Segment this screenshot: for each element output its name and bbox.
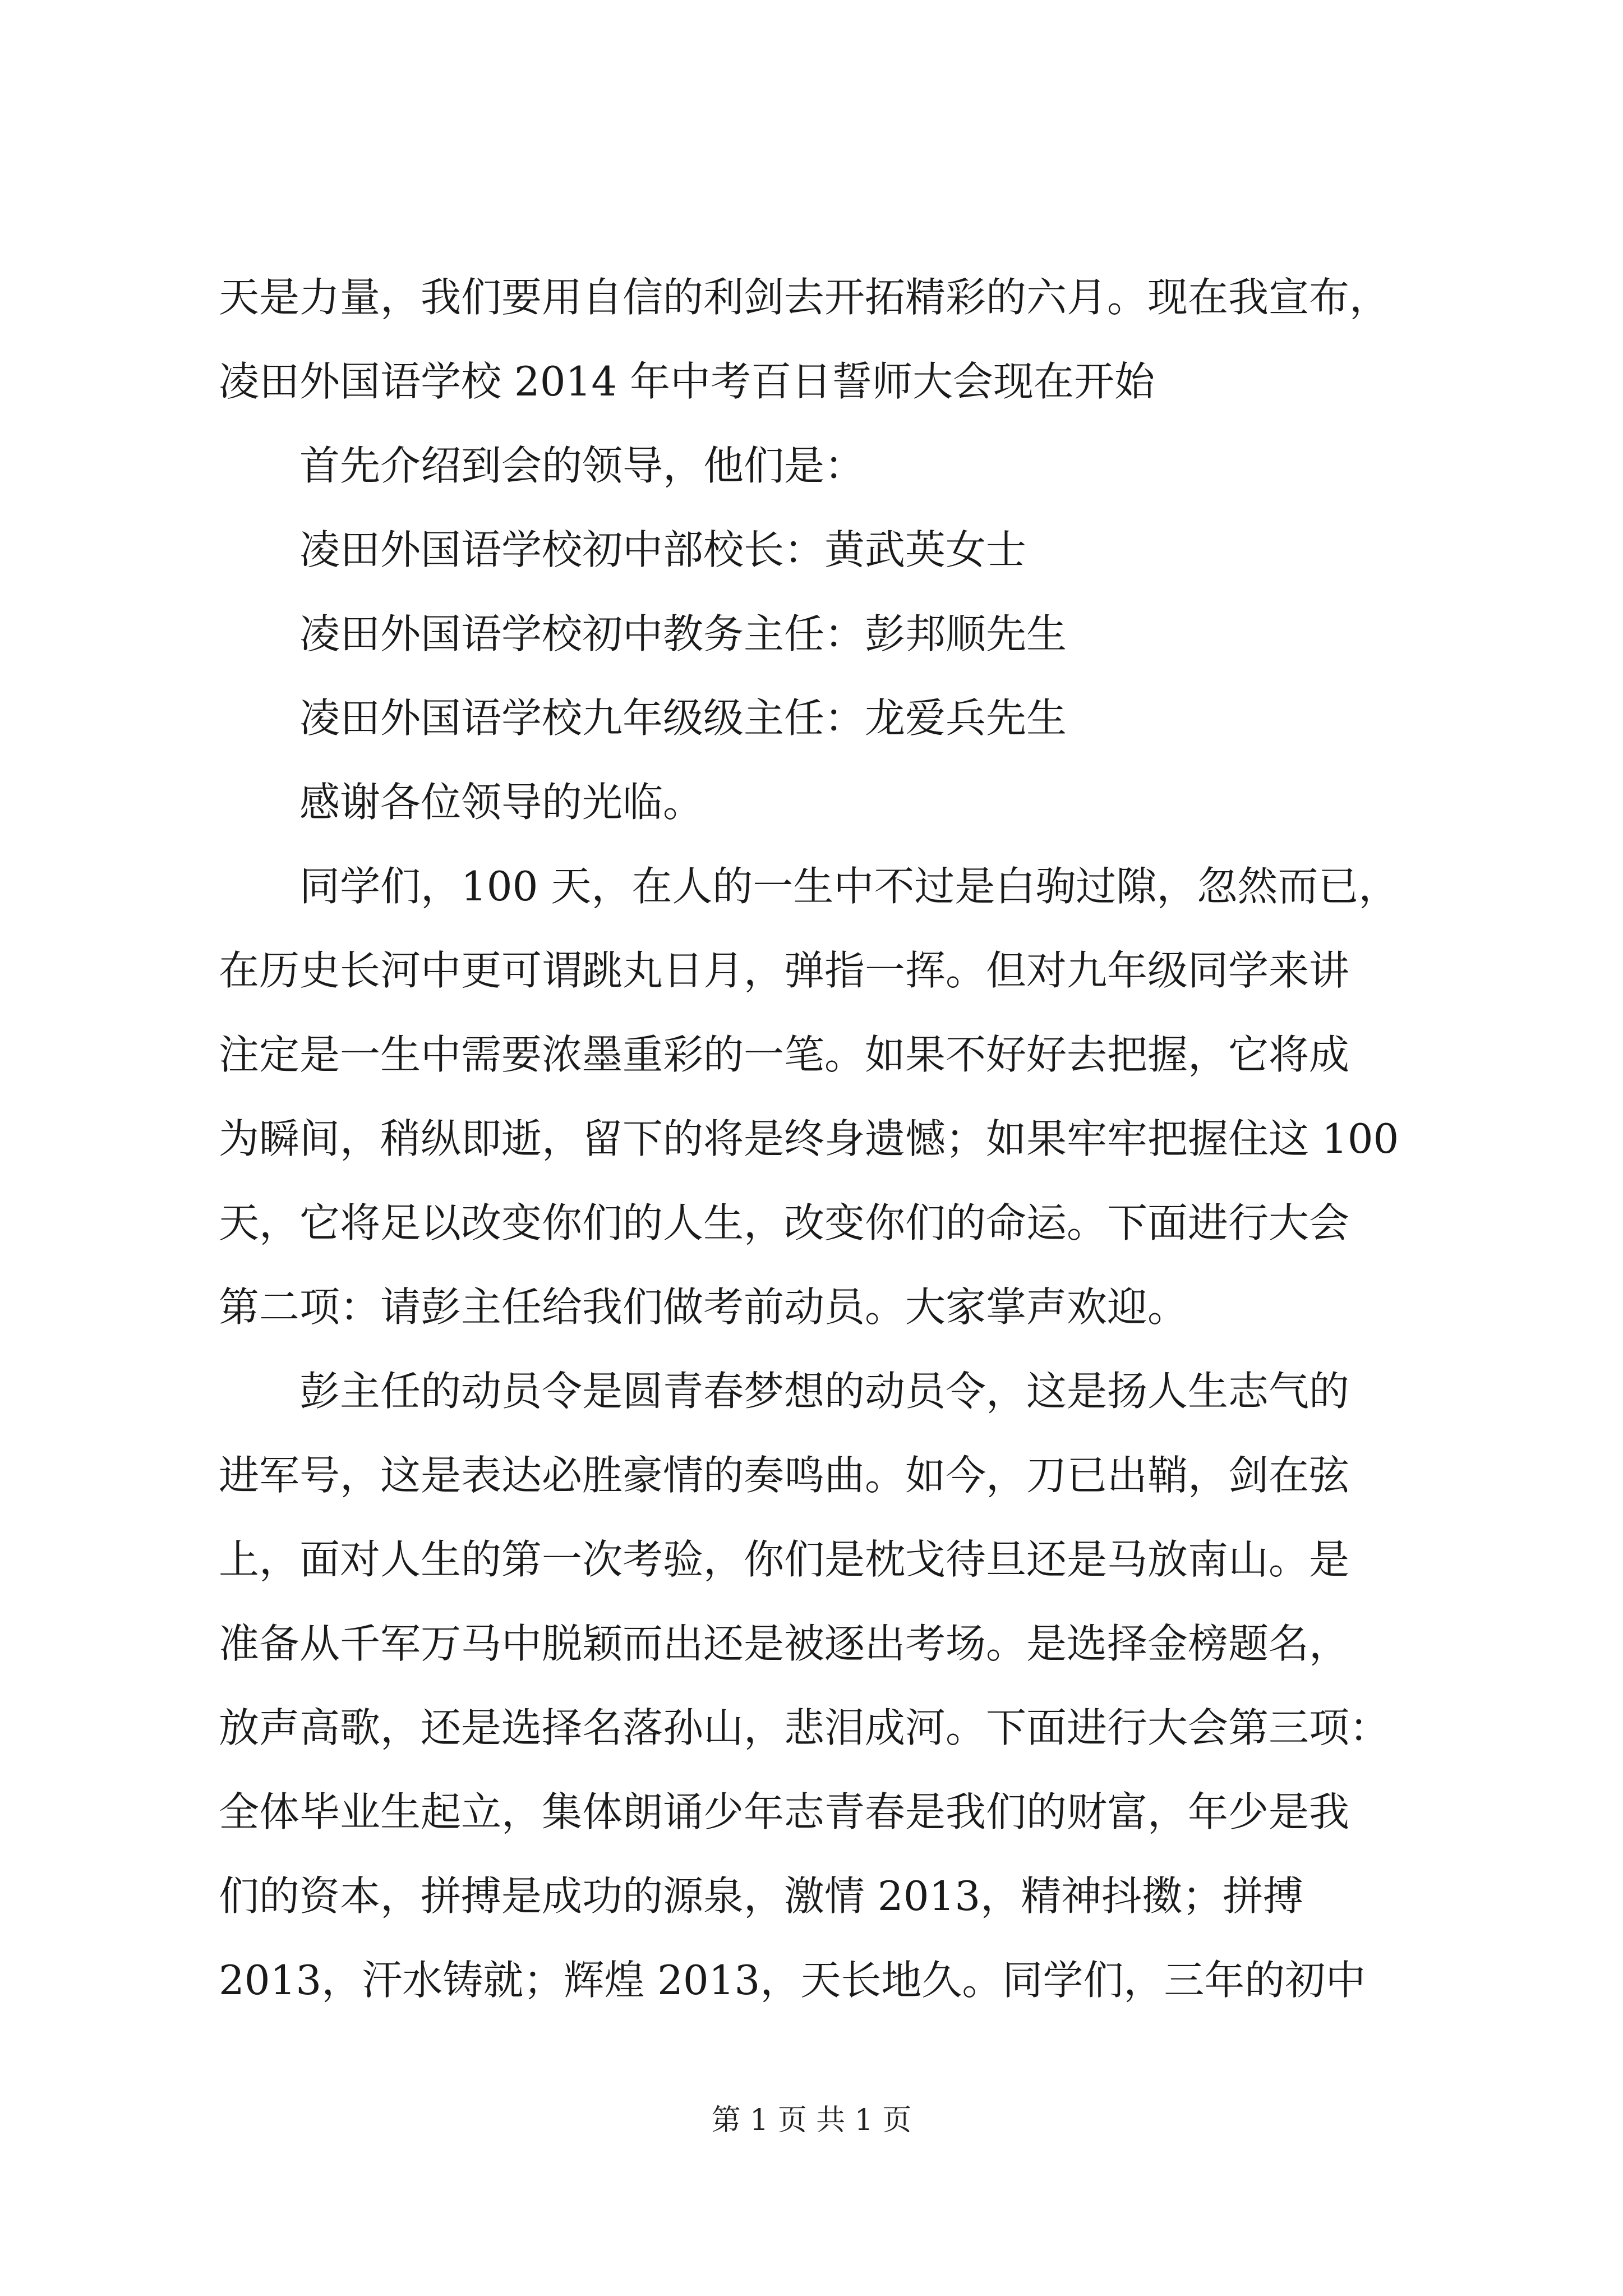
text-line: 上，面对人生的第一次考验，你们是枕戈待旦还是马放南山。是 (219, 1536, 1350, 1583)
text-line: 全体毕业生起立，集体朗诵少年志青春是我们的财富，年少是我 (219, 1788, 1350, 1835)
text-line: 进军号，这是表达必胜豪情的奏鸣曲。如今，刀已出鞘，剑在弦 (219, 1452, 1350, 1499)
page-footer: 第 1 页 共 1 页 (711, 2104, 912, 2137)
text-line: 准备从千军万马中脱颖而出还是被逐出考场。是选择金榜题名， (219, 1620, 1350, 1667)
text-line: 天，它将足以改变你们的人生，改变你们的命运。下面进行大会 (219, 1199, 1350, 1246)
text-line: 凌田外国语学校初中教务主任：彭邦顺先生 (299, 610, 1067, 657)
text-line: 天是力量，我们要用自信的利剑去开拓精彩的六月。现在我宣布， (219, 274, 1390, 321)
text-line: 凌田外国语学校 2014 年中考百日誓师大会现在开始 (219, 358, 1155, 405)
text-line: 在历史长河中更可谓跳丸日月，弹指一挥。但对九年级同学来讲 (219, 947, 1350, 994)
text-line: 凌田外国语学校初中部校长：黄武英女士 (299, 526, 1027, 573)
text-line: 2013，汗水铸就；辉煌 2013，天长地久。同学们，三年的初中 (219, 1957, 1366, 2004)
text-line: 放声高歌，还是选择名落孙山，悲泪成河。下面进行大会第三项： (219, 1704, 1390, 1751)
document-body (219, 255, 1436, 2022)
text-line: 凌田外国语学校九年级级主任：龙爱兵先生 (299, 694, 1067, 742)
text-line: 注定是一生中需要浓墨重彩的一笔。如果不好好去把握，它将成 (219, 1031, 1350, 1078)
text-line: 感谢各位领导的光临。 (299, 779, 704, 826)
text-line: 为瞬间，稍纵即逝，留下的将是终身遗憾；如果牢牢把握住这 100 (219, 1115, 1399, 1162)
text-line: 第二项：请彭主任给我们做考前动员。大家掌声欢迎。 (219, 1283, 1188, 1331)
text-line: 首先介绍到会的领导，他们是： (299, 442, 865, 489)
text-line: 同学们，100 天，在人的一生中不过是白驹过隙，忽然而已， (299, 863, 1399, 910)
text-line: 彭主任的动员令是圆青春梦想的动员令，这是扬人生志气的 (299, 1368, 1350, 1415)
text-line: 们的资本，拼搏是成功的源泉，激情 2013，精神抖擞；拼搏 (219, 1872, 1304, 1920)
